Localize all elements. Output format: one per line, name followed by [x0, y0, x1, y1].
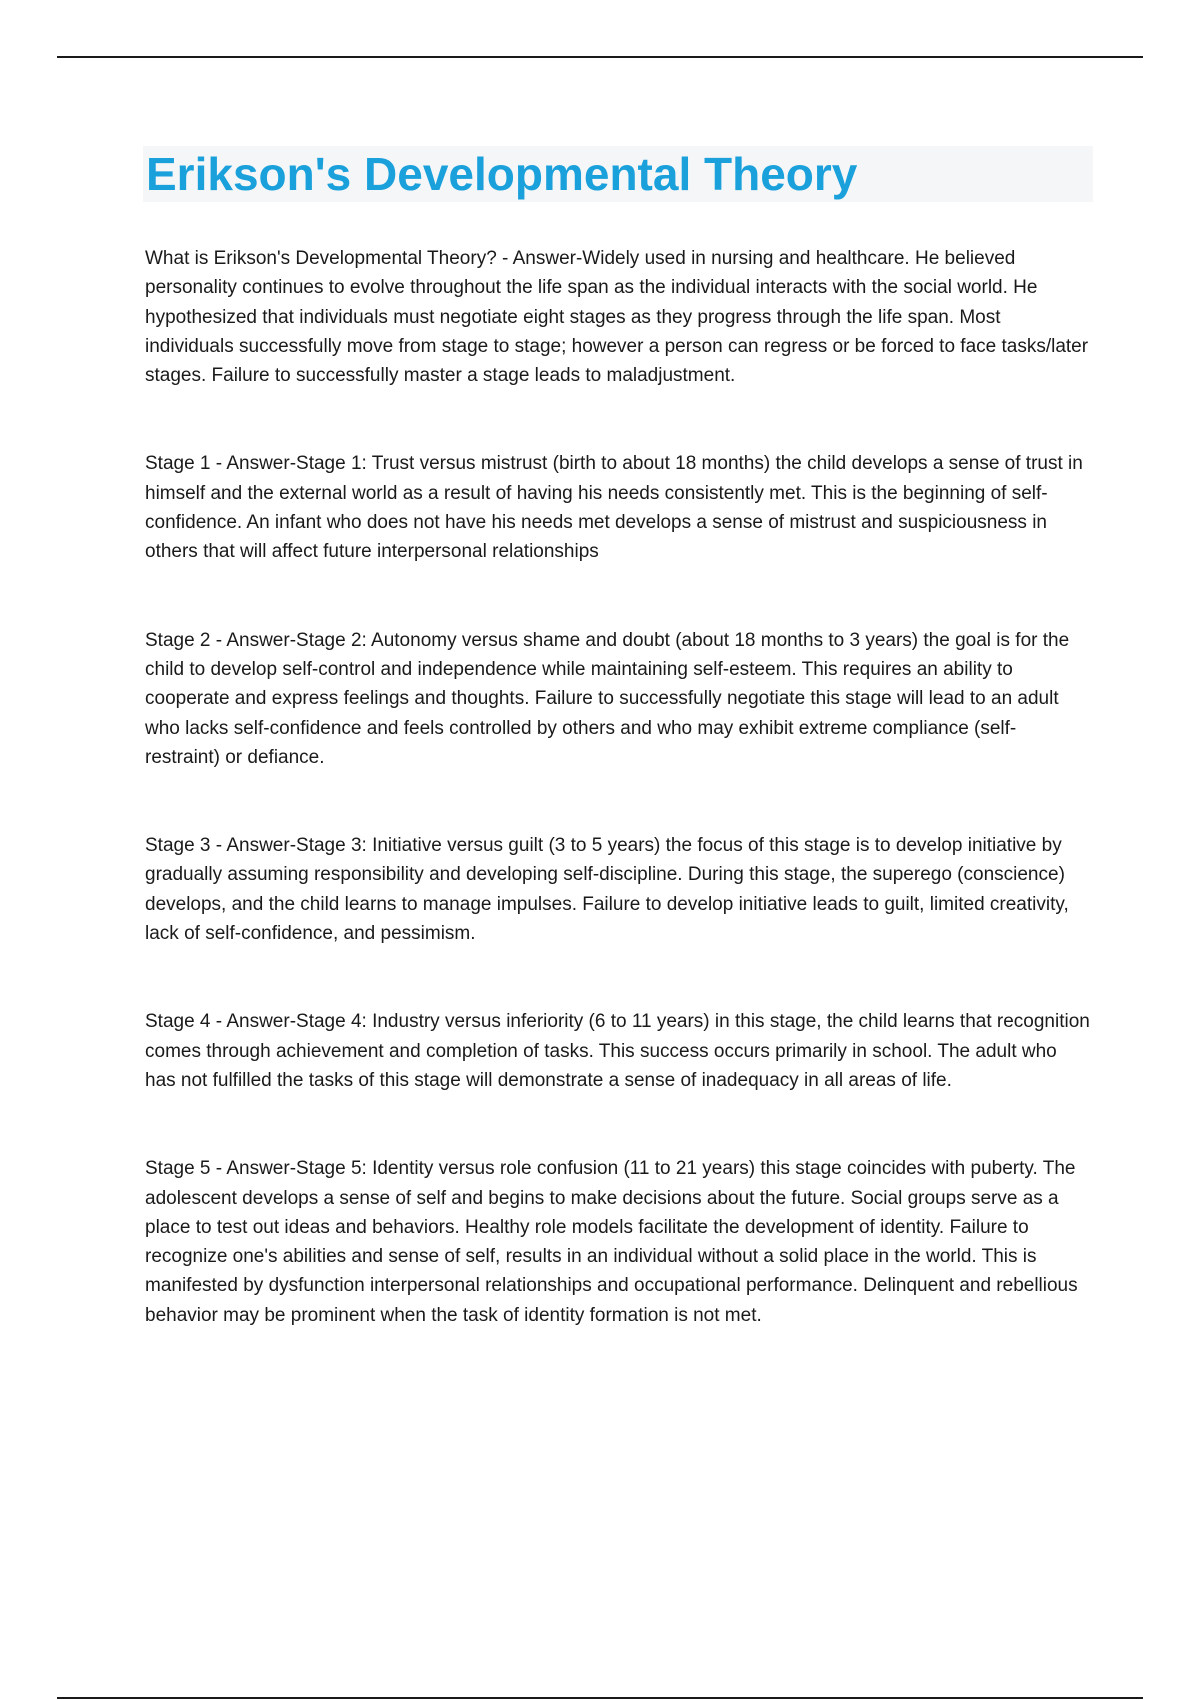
answer-separator: - Answer-	[210, 629, 297, 651]
document-body	[145, 244, 1090, 1389]
qa-entry-stage-5	[145, 1154, 1090, 1330]
bottom-horizontal-rule	[57, 1697, 1143, 1699]
answer-separator: - Answer-	[496, 248, 583, 269]
qa-entry-stage-4	[145, 1007, 1090, 1095]
document-title: Erikson's Developmental Theory	[146, 148, 858, 200]
qa-entry-overview	[145, 244, 1090, 390]
question-text: Stage 1	[145, 453, 211, 475]
qa-entry-stage-3	[145, 831, 1090, 948]
answer-separator: - Answer-	[210, 1158, 297, 1180]
question-text: What is Erikson's Developmental Theory?	[145, 248, 497, 269]
question-text: Stage 3	[145, 835, 211, 857]
answer-separator: - Answer-	[210, 453, 297, 475]
question-text: Stage 4	[145, 1011, 211, 1033]
answer-separator: - Answer-	[210, 1011, 297, 1033]
qa-entry-stage-1	[145, 449, 1090, 566]
qa-entry-stage-2	[145, 626, 1090, 772]
answer-text: Stage 2: Autonomy versus shame and doubt (about 18 months to 3 years) the goal is for the child to develop self-control and independence while maintaining self-esteem. This requires an ability to cooperate and express feelings and thoughts. Failure to successfully negotiate this stage will lead to an adult who lacks self-confidence and feels controlled by others and who may exhibit extreme compliance (self-restraint) or defiance.	[145, 629, 1070, 768]
answer-text: Stage 5: Identity versus role confusion (11 to 21 years) this stage coincides with puberty. The adolescent develops a sense of self and begins to make decisions about the future. Social groups serve as a place to test out ideas and behaviors. Healthy role models facilitate the development of identity. Failure to recognize one's abilities and sense of self, results in an individual without a solid place in the world. This is manifested by dysfunction interpersonal relationships and occupational performance. Delinquent and rebellious behavior may be prominent when the task of identity formation is not met.	[145, 1158, 1078, 1326]
answer-separator: - Answer-	[210, 835, 297, 857]
question-text: Stage 5	[145, 1158, 211, 1180]
answer-text: Stage 3: Initiative versus guilt (3 to 5 years) the focus of this stage is to develop initiative by gradually assuming responsibility and developing self-discipline. During this stage, the superego (conscience) develops, and the child learns to manage impulses. Failure to develop initiative leads to guilt, limited creativity, lack of self-confidence, and pessimism.	[145, 835, 1069, 945]
answer-text: Stage 4: Industry versus inferiority (6 to 11 years) in this stage, the child learns that recognition comes through achievement and completion of tasks. This success occurs primarily in school. The adult who has not fulfilled the tasks of this stage will demonstrate a sense of inadequacy in all areas of life.	[145, 1011, 1090, 1091]
top-horizontal-rule	[57, 56, 1143, 58]
answer-text: Stage 1: Trust versus mistrust (birth to about 18 months) the child develops a sense of trust in himself and the external world as a result of having his needs consistently met. This is the beginning of self-confidence. An infant who does not have his needs met develops a sense of mistrust and suspiciousness in others that will affect future interpersonal relationships	[145, 453, 1083, 563]
answer-text: Widely used in nursing and healthcare. He believed personality continues to evolve throughout the life span as the individual interacts with the social world. He hypothesized that individuals must negotiate eight stages as they progress through the life span. Most individuals successfully move from stage to stage; however a person can regress or be forced to face tasks/later stages. Failure to successfully master a stage leads to maladjustment.	[145, 248, 1089, 387]
question-text: Stage 2	[145, 629, 211, 651]
